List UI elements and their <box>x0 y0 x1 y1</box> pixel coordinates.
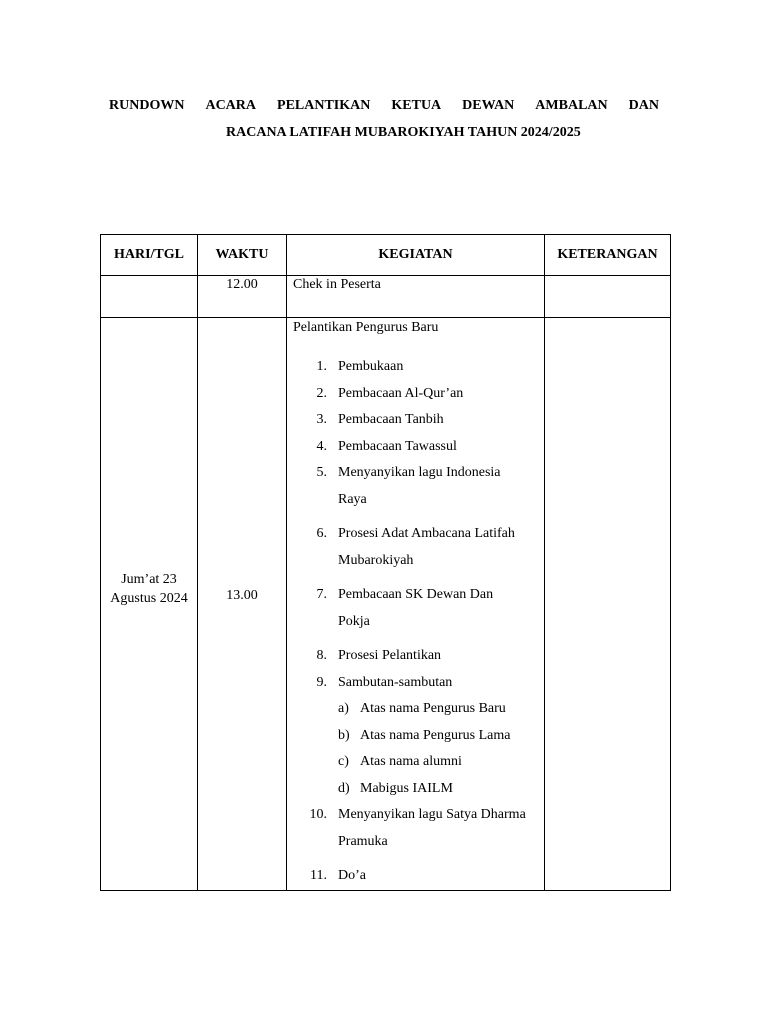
list-item <box>293 381 544 408</box>
item-number: 5. <box>316 465 327 480</box>
item-number: 8. <box>316 648 327 663</box>
sub-list-item <box>338 696 544 723</box>
document-title <box>109 92 659 146</box>
item-number: 2. <box>316 385 327 401</box>
day-cell <box>101 318 198 891</box>
sub-list <box>338 696 544 802</box>
title-line-1 <box>109 92 659 119</box>
item-number: 7. <box>316 587 327 602</box>
item-number: 11. <box>310 868 327 883</box>
item-text-continued: Pramuka <box>338 833 388 849</box>
item-text: Do’a <box>338 868 366 883</box>
header-activity: KEGIATAN <box>287 235 545 276</box>
sub-item-text: Mabigus IAILM <box>360 780 453 796</box>
item-number: 10. <box>309 807 327 822</box>
item-number: 3. <box>316 412 327 427</box>
item-text: Pembacaan Al-Qur’an <box>338 385 464 401</box>
list-item <box>293 407 544 434</box>
list-item <box>293 863 544 890</box>
item-text: Prosesi Adat Ambacana Latifah <box>338 526 515 541</box>
item-text: Pembukaan <box>338 359 404 374</box>
item-text: Prosesi Pelantikan <box>338 648 442 663</box>
agenda-list <box>293 354 544 890</box>
item-number: 1. <box>316 359 327 374</box>
list-item <box>293 354 544 381</box>
sub-item-text: Atas nama alumni <box>360 754 462 769</box>
sub-list-item <box>338 749 544 776</box>
list-item <box>293 802 544 855</box>
list-item <box>293 670 544 803</box>
item-number: 9. <box>316 674 327 690</box>
header-time: WAKTU <box>198 235 287 276</box>
item-text: Menyanyikan lagu Indonesia <box>338 465 501 480</box>
activity-cell: Chek in Peserta <box>287 276 545 318</box>
header-note: KETERANGAN <box>545 235 671 276</box>
table-row <box>101 318 671 891</box>
title-word: AMBALAN <box>535 98 608 113</box>
header-day: HARI/TGL <box>101 235 198 276</box>
activity-title: Pelantikan Pengurus Baru <box>293 320 439 335</box>
note-cell <box>545 318 671 891</box>
note-cell <box>545 276 671 318</box>
day-line: Jum’at 23 <box>121 571 177 587</box>
sub-item-letter: c) <box>338 754 349 769</box>
sub-item-letter: a) <box>338 701 349 716</box>
sub-item-text: Atas nama Pengurus Lama <box>360 727 511 743</box>
title-line-2: RACANA LATIFAH MUBAROKIYAH TAHUN 2024/2025 <box>226 125 581 140</box>
item-number: 4. <box>316 438 327 454</box>
sub-item-text: Atas nama Pengurus Baru <box>360 701 506 716</box>
title-word: DAN <box>628 98 659 113</box>
item-text: Sambutan-sambutan <box>338 674 453 690</box>
title-word: RUNDOWN <box>109 98 185 113</box>
activity-cell <box>287 318 545 891</box>
time-cell: 13.00 <box>198 318 287 891</box>
list-item <box>293 582 544 635</box>
sub-item-letter: d) <box>338 780 350 796</box>
list-item <box>293 521 544 574</box>
title-word: ACARA <box>205 98 257 113</box>
list-item <box>293 643 544 670</box>
rundown-table <box>100 234 671 891</box>
title-word: DEWAN <box>462 98 515 113</box>
item-text: Menyanyikan lagu Satya Dharma <box>338 807 526 822</box>
item-text-continued: Pokja <box>338 613 370 629</box>
item-text: Pembacaan Tanbih <box>338 412 444 427</box>
day-cell <box>101 276 198 318</box>
item-text: Pembacaan SK Dewan Dan <box>338 587 494 602</box>
time-cell: 12.00 <box>198 276 287 318</box>
list-item <box>293 434 544 461</box>
item-text-continued: Mubarokiyah <box>338 552 414 568</box>
sub-item-letter: b) <box>338 727 350 743</box>
sub-list-item <box>338 723 544 750</box>
sub-list-item <box>338 776 544 803</box>
item-text-continued: Raya <box>338 491 367 507</box>
table-row <box>101 276 671 318</box>
title-word: KETUA <box>391 98 442 113</box>
day-line: Agustus 2024 <box>110 590 188 606</box>
table-header-row <box>101 235 671 276</box>
item-number: 6. <box>316 526 327 541</box>
list-item <box>293 460 544 513</box>
item-text: Pembacaan Tawassul <box>338 438 457 454</box>
title-word: PELANTIKAN <box>277 98 371 113</box>
